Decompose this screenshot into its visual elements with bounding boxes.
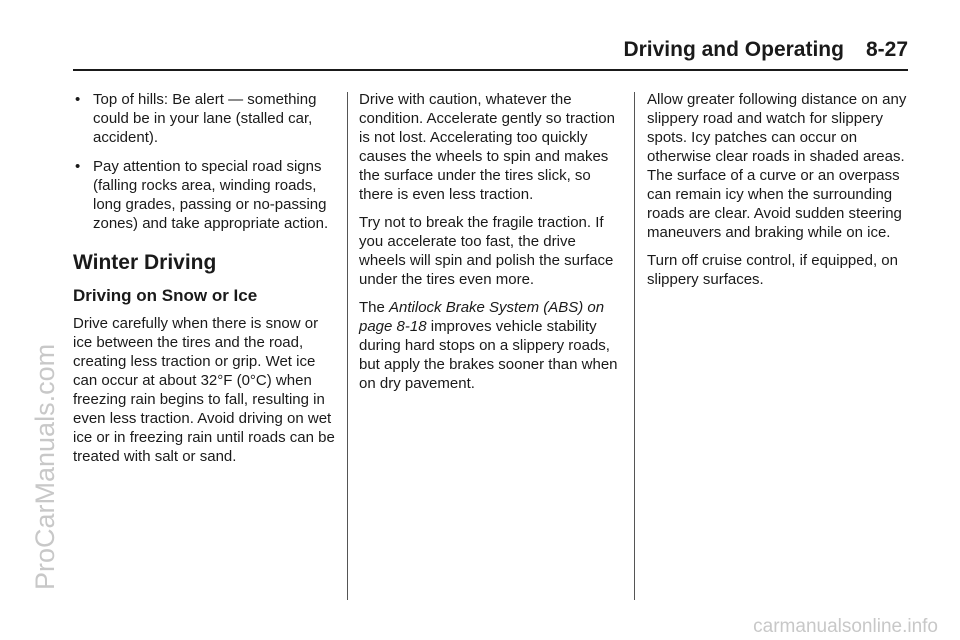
abs-cross-reference-link[interactable]: Antilock Brake System (ABS) on page 8-18	[359, 299, 605, 335]
bullet-list	[73, 90, 335, 233]
column-1	[73, 90, 335, 475]
paragraph-following-distance: Allow greater following distance on any slippery road and watch for slippery spots. Icy patches can occur on otherwise clear roads in shaded areas. The surface of a curve or an overpass can remain icy when the surrounding roads are clear. Avoid sudden steering maneuvers and braking while on ice.	[647, 91, 907, 241]
subsection-title: Driving on Snow or Ice	[73, 286, 258, 305]
column-divider-2	[634, 92, 635, 600]
abs-suffix: improves vehicle stability during hard stops on a slippery roads, but apply the brakes sooner than when on dry pavement.	[359, 318, 618, 392]
bullet-item-hills: • Top of hills: Be alert — something could be in your lane (stalled car, accident).	[73, 90, 335, 147]
page-number: 8-27	[865, 38, 908, 61]
bullet-item-road-signs: • Pay attention to special road signs (falling rocks area, winding roads, long grades, passing or no-passing zones) and take appropriate action.	[73, 157, 335, 233]
column-divider-1	[347, 92, 348, 600]
paragraph-caution: Drive with caution, whatever the condition. Accelerate gently so traction is not lost. Accelerating too quickly causes the wheels to spin and makes the surface under the tires slick, so there is even less traction.	[359, 91, 615, 203]
paragraph-cruise-control: Turn off cruise control, if equipped, on slippery surfaces.	[647, 252, 898, 288]
column-3	[647, 90, 909, 298]
paragraph-abs	[359, 298, 624, 393]
paragraph-traction: Try not to break the fragile traction. If you accelerate too fast, the drive wheels will spin and polish the surface under the tires even more.	[359, 214, 614, 288]
side-watermark: ProCarManuals.com	[30, 343, 60, 590]
paragraph-snow-ice: Drive carefully when there is snow or ice between the tires and the road, creating less traction or grip. Wet ice can occur at about 32°F (0°C) when freezing rain begins to fall, resulting in even less traction. Avoid driving on wet ice or in freezing rain until roads can be treated with salt or sand.	[73, 315, 335, 465]
bottom-watermark: carmanualsonline.info	[753, 616, 938, 637]
section-title: Winter Driving	[73, 251, 217, 274]
page-header	[623, 38, 908, 62]
header-section-title: Driving and Operating	[623, 38, 844, 61]
abs-prefix: The	[359, 299, 390, 316]
column-2	[359, 90, 624, 402]
header-rule	[73, 69, 908, 71]
